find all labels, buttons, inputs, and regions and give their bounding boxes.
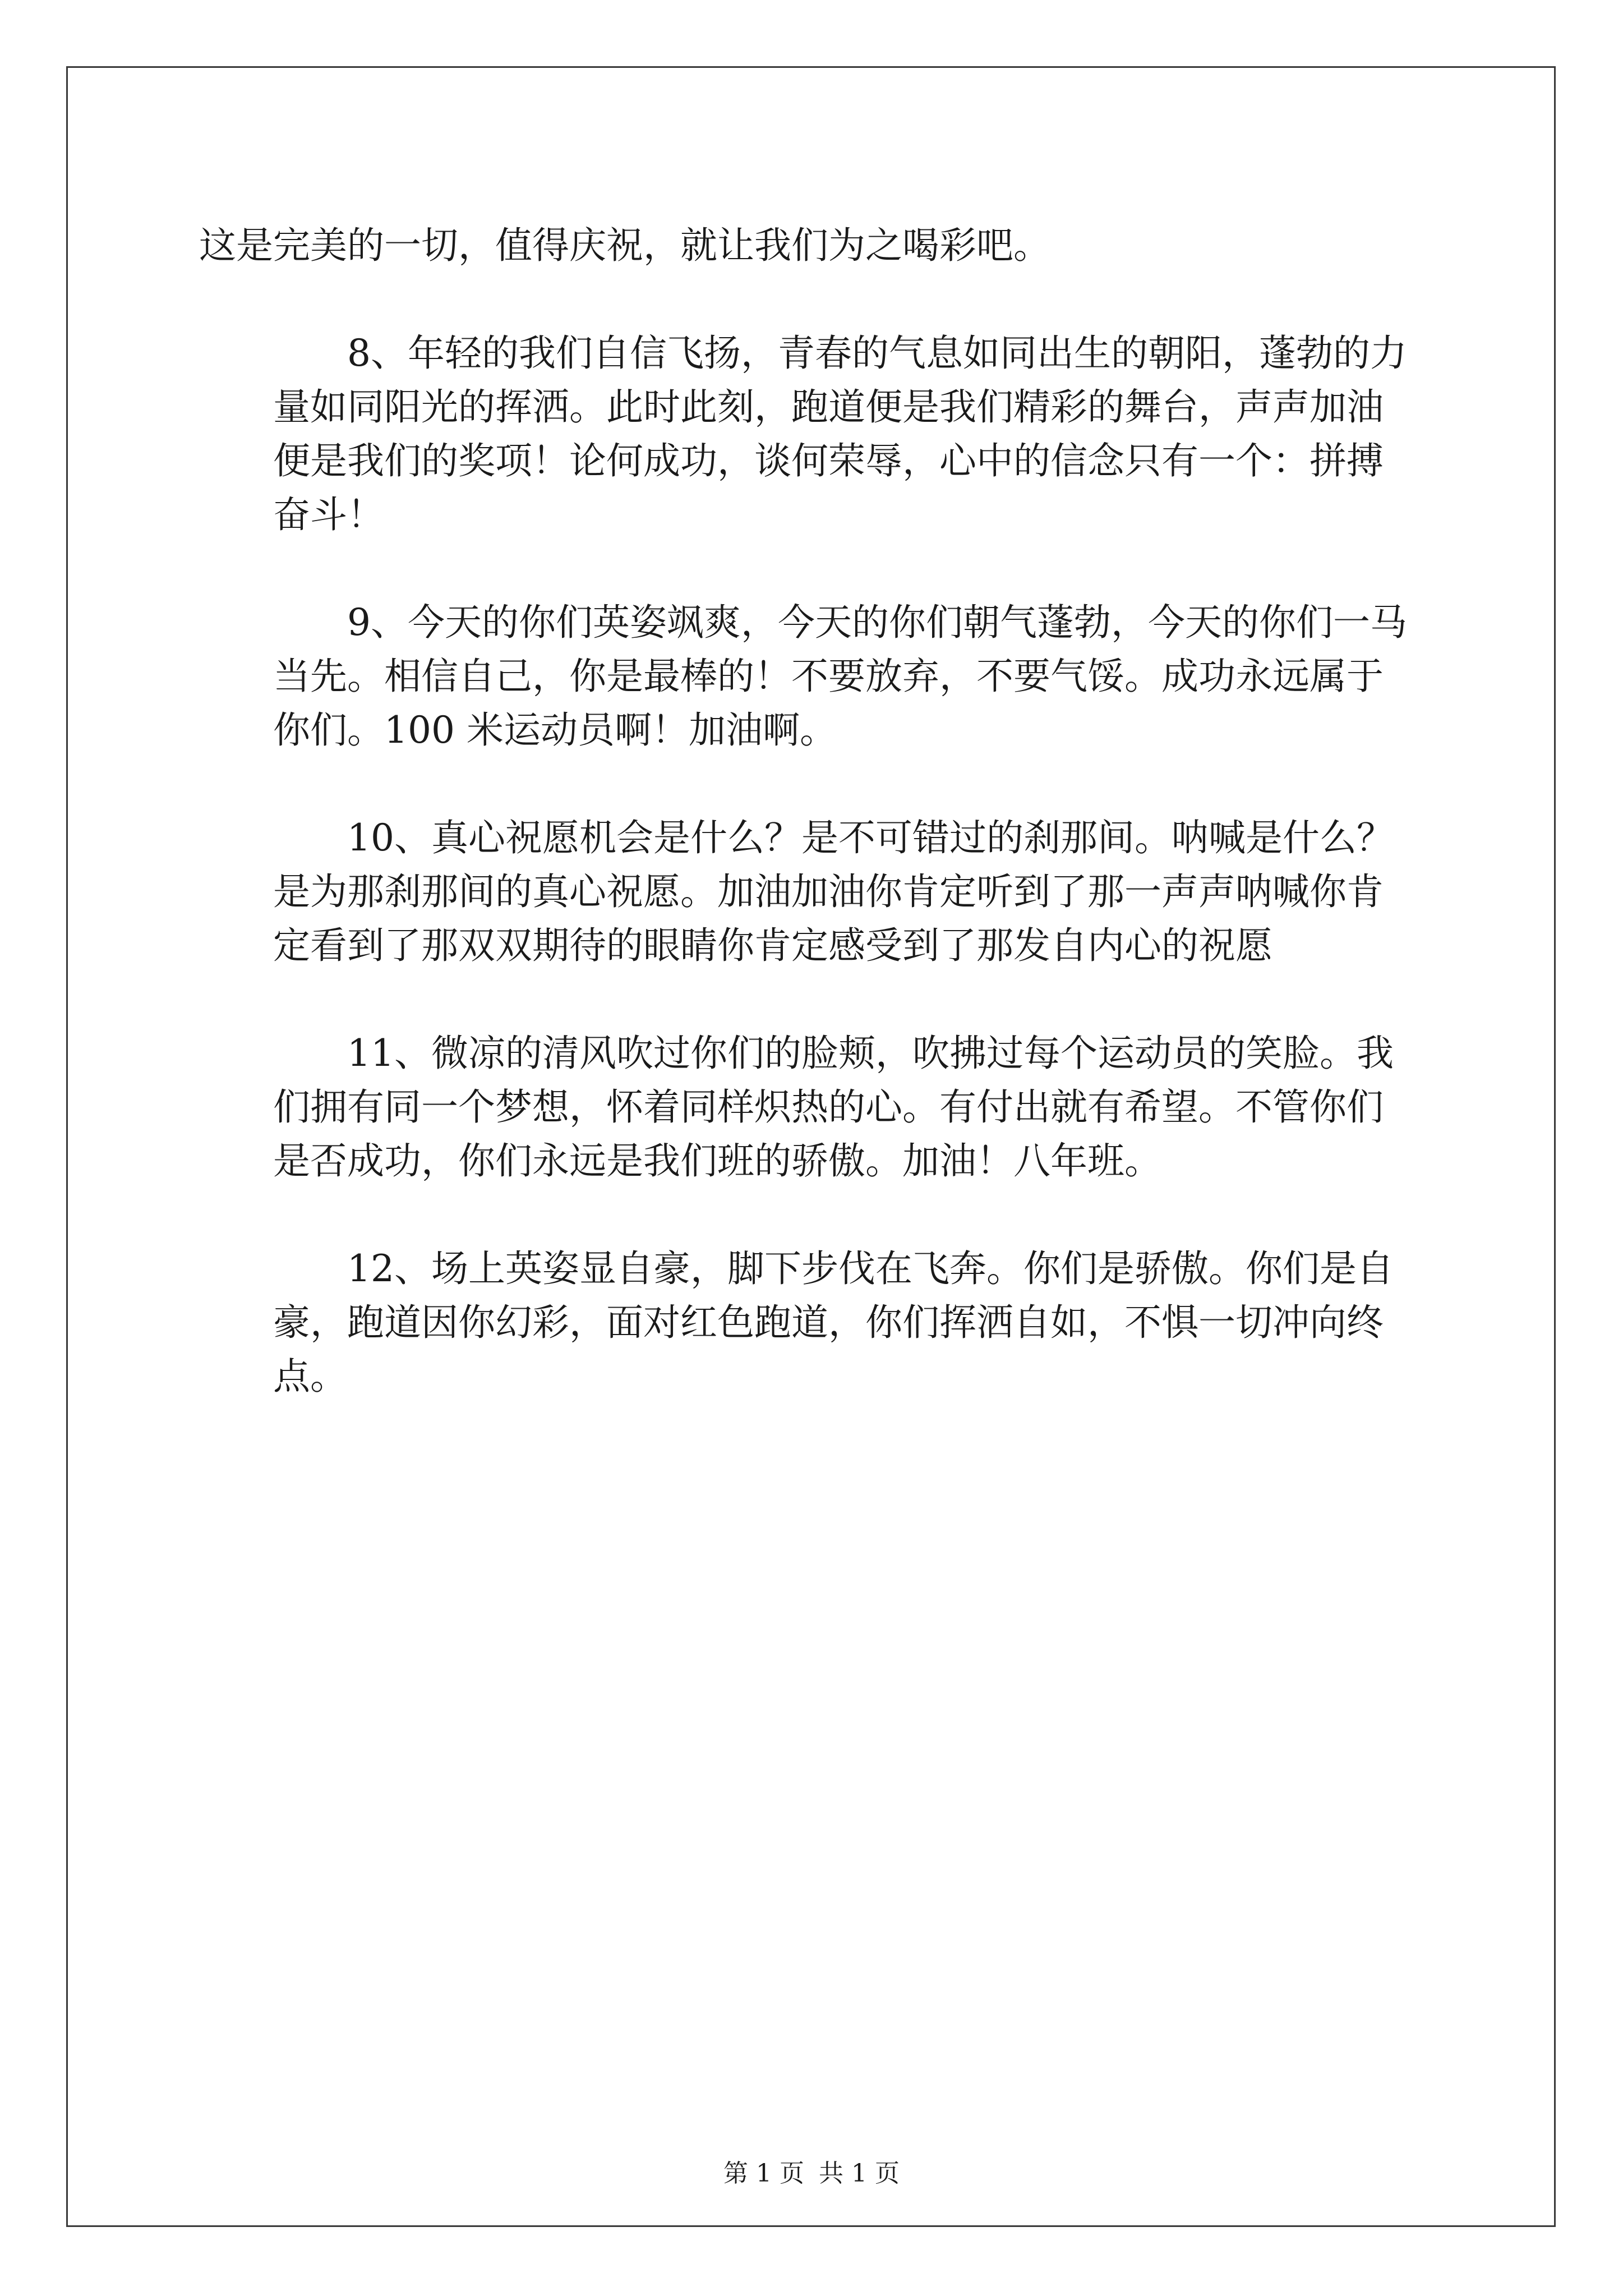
- text-line: 定看到了那双双期待的眼睛你肯定感受到了那发自内心的祝愿: [273, 924, 1272, 967]
- text-line: 这是完美的一切，值得庆祝，就让我们为之喝彩吧。: [199, 224, 1050, 267]
- text-line: 是否成功，你们永远是我们班的骄傲。加油！八年班。: [273, 1139, 1161, 1182]
- text-line: 8、年轻的我们自信飞扬，青春的气息如同出生的朝阳，蓬勃的力: [347, 332, 1407, 375]
- paragraph: [199, 219, 1427, 273]
- page-footer: [0, 2157, 1623, 2191]
- text-line: 你们。100 米运动员啊！加油啊。: [273, 708, 837, 752]
- text-line: 11、微凉的清风吹过你们的脸颊，吹拂过每个运动员的笑脸。我: [347, 1032, 1394, 1075]
- page-number: 第 1 页: [723, 2159, 804, 2188]
- paragraph: [199, 1242, 1427, 1404]
- text-line: 12、场上英姿显自豪，脚下步伐在飞奔。你们是骄傲。你们是自: [347, 1247, 1394, 1290]
- text-line: 豪，跑道因你幻彩，面对红色跑道，你们挥洒自如，不惧一切冲向终: [273, 1301, 1384, 1344]
- text-line: 9、今天的你们英姿飒爽，今天的你们朝气蓬勃，今天的你们一马: [347, 601, 1407, 644]
- text-line: 们拥有同一个梦想，怀着同样炽热的心。有付出就有希望。不管你们: [273, 1085, 1384, 1129]
- text-line: 便是我们的奖项！论何成功，谈何荣辱，心中的信念只有一个：拼搏: [273, 439, 1384, 482]
- page-total: 共 1 页: [819, 2159, 900, 2188]
- text-line: 量如同阳光的挥洒。此时此刻，跑道便是我们精彩的舞台，声声加油: [273, 385, 1384, 429]
- paragraph: [199, 596, 1427, 757]
- document-body: [199, 219, 1427, 1457]
- text-line: 是为那刹那间的真心祝愿。加油加油你肯定听到了那一声声呐喊你肯: [273, 870, 1384, 913]
- text-line: 点。: [273, 1355, 347, 1398]
- paragraph: [199, 326, 1427, 542]
- text-line: 奋斗！: [273, 493, 384, 536]
- text-line: 10、真心祝愿机会是什么？是不可错过的刹那间。呐喊是什么？: [347, 816, 1394, 859]
- paragraph: [199, 1027, 1427, 1188]
- paragraph: [199, 811, 1427, 973]
- text-line: 当先。相信自己，你是最棒的！不要放弃，不要气馁。成功永远属于: [273, 655, 1384, 698]
